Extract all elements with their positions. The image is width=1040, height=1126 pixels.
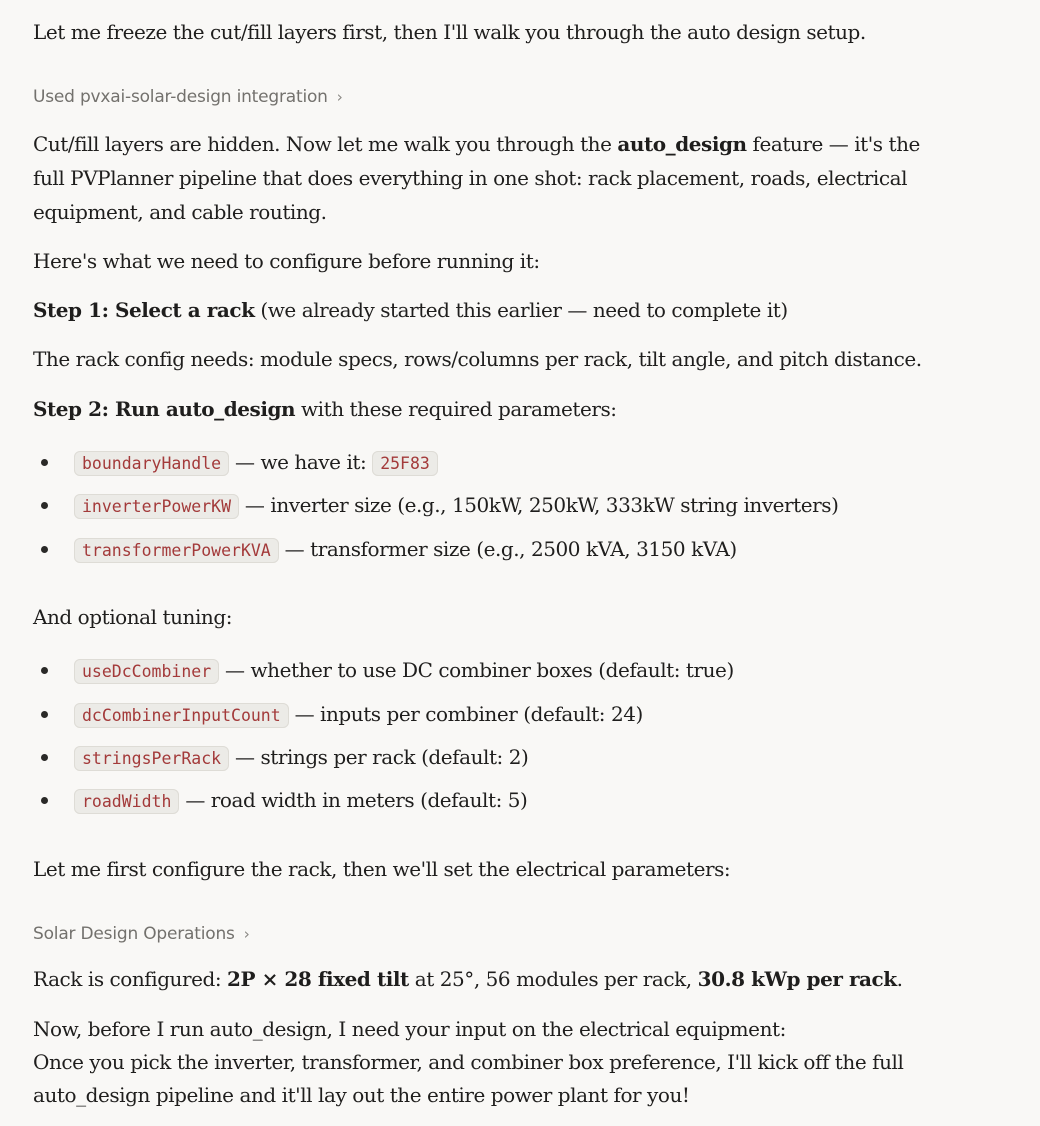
param-description: — road width in meters (default: 5)	[179, 788, 528, 812]
paragraph-line: Once you pick the inverter, transformer, and combiner box preference, I'll kick off the full	[33, 1050, 904, 1074]
param-code: useDcCombiner	[74, 659, 219, 684]
paragraph-line: Now, before I run auto_design, I need your input on the electrical equipment:	[33, 1017, 786, 1041]
step-1-title: Step 1: Select a rack	[33, 298, 255, 322]
param-code: stringsPerRack	[74, 746, 229, 771]
param-description: — we have it:	[229, 450, 373, 474]
bullet-icon	[41, 459, 48, 466]
list-item	[33, 443, 1023, 481]
param-code: roadWidth	[74, 789, 179, 814]
rack-configured-text	[33, 963, 903, 996]
bold-text: auto_design	[617, 132, 747, 156]
text-span: at 25°, 56 modules per rack,	[408, 967, 698, 991]
tool-call-label: Used pvxai-solar-design integration	[33, 87, 328, 107]
text-span: Cut/fill layers are hidden. Now let me walk you through the	[33, 132, 618, 156]
text-span: .	[896, 967, 903, 991]
param-description: — whether to use DC combiner boxes (default: true)	[219, 658, 734, 682]
text-span: feature — it's the	[746, 132, 920, 156]
optional-heading: And optional tuning:	[33, 605, 232, 629]
list-item	[33, 695, 1023, 733]
list-item	[33, 530, 1023, 568]
tool-call-solar-design-operations[interactable]	[33, 924, 250, 944]
paragraph-line	[33, 128, 920, 161]
paragraph-line: full PVPlanner pipeline that does everything in one shot: rack placement, roads, electrical	[33, 166, 908, 190]
list-item	[33, 781, 1023, 819]
param-description: — transformer size (e.g., 2500 kVA, 3150 kVA)	[278, 537, 737, 561]
param-description: — inverter size (e.g., 150kW, 250kW, 333kW string inverters)	[239, 493, 839, 517]
list-item	[33, 486, 1023, 524]
param-code: dcCombinerInputCount	[74, 703, 289, 728]
first-configure-text: Let me first configure the rack, then we'll set the electrical parameters:	[33, 857, 731, 881]
bold-text: 2P × 28 fixed tilt	[227, 967, 409, 991]
step-2-title: Step 2: Run auto_design	[33, 397, 296, 421]
param-code: transformerPowerKVA	[74, 538, 279, 563]
intro-message: Let me freeze the cut/fill layers first, then I'll walk you through the auto design setup.	[33, 20, 866, 44]
bullet-icon	[41, 667, 48, 674]
bold-text: 30.8 kWp per rack	[697, 967, 897, 991]
bullet-icon	[41, 754, 48, 761]
chevron-right-icon: ›	[336, 88, 343, 106]
tool-call-pvxai-integration[interactable]	[33, 87, 343, 107]
paragraph-line: equipment, and cable routing.	[33, 200, 327, 224]
chevron-right-icon: ›	[243, 925, 250, 943]
paragraph-line: auto_design pipeline and it'll lay out the entire power plant for you!	[33, 1083, 690, 1107]
step-1	[33, 294, 788, 327]
step-2	[33, 393, 617, 426]
configure-text: Here's what we need to configure before running it:	[33, 249, 540, 273]
bullet-icon	[41, 797, 48, 804]
rack-needs-text: The rack config needs: module specs, rows/columns per rack, tilt angle, and pitch distance.	[33, 347, 922, 371]
bullet-icon	[41, 546, 48, 553]
list-item	[33, 651, 1023, 689]
step-1-detail: (we already started this earlier — need to complete it)	[254, 298, 788, 322]
handle-code: 25F83	[372, 451, 438, 476]
list-item	[33, 738, 1023, 776]
tool-call-label: Solar Design Operations	[33, 924, 235, 944]
bullet-icon	[41, 711, 48, 718]
param-description: — strings per rack (default: 2)	[229, 745, 529, 769]
param-code: inverterPowerKW	[74, 494, 239, 519]
param-description: — inputs per combiner (default: 24)	[288, 702, 643, 726]
param-code: boundaryHandle	[74, 451, 229, 476]
bullet-icon	[41, 502, 48, 509]
step-2-detail: with these required parameters:	[295, 397, 617, 421]
text-span: Rack is configured:	[33, 967, 228, 991]
